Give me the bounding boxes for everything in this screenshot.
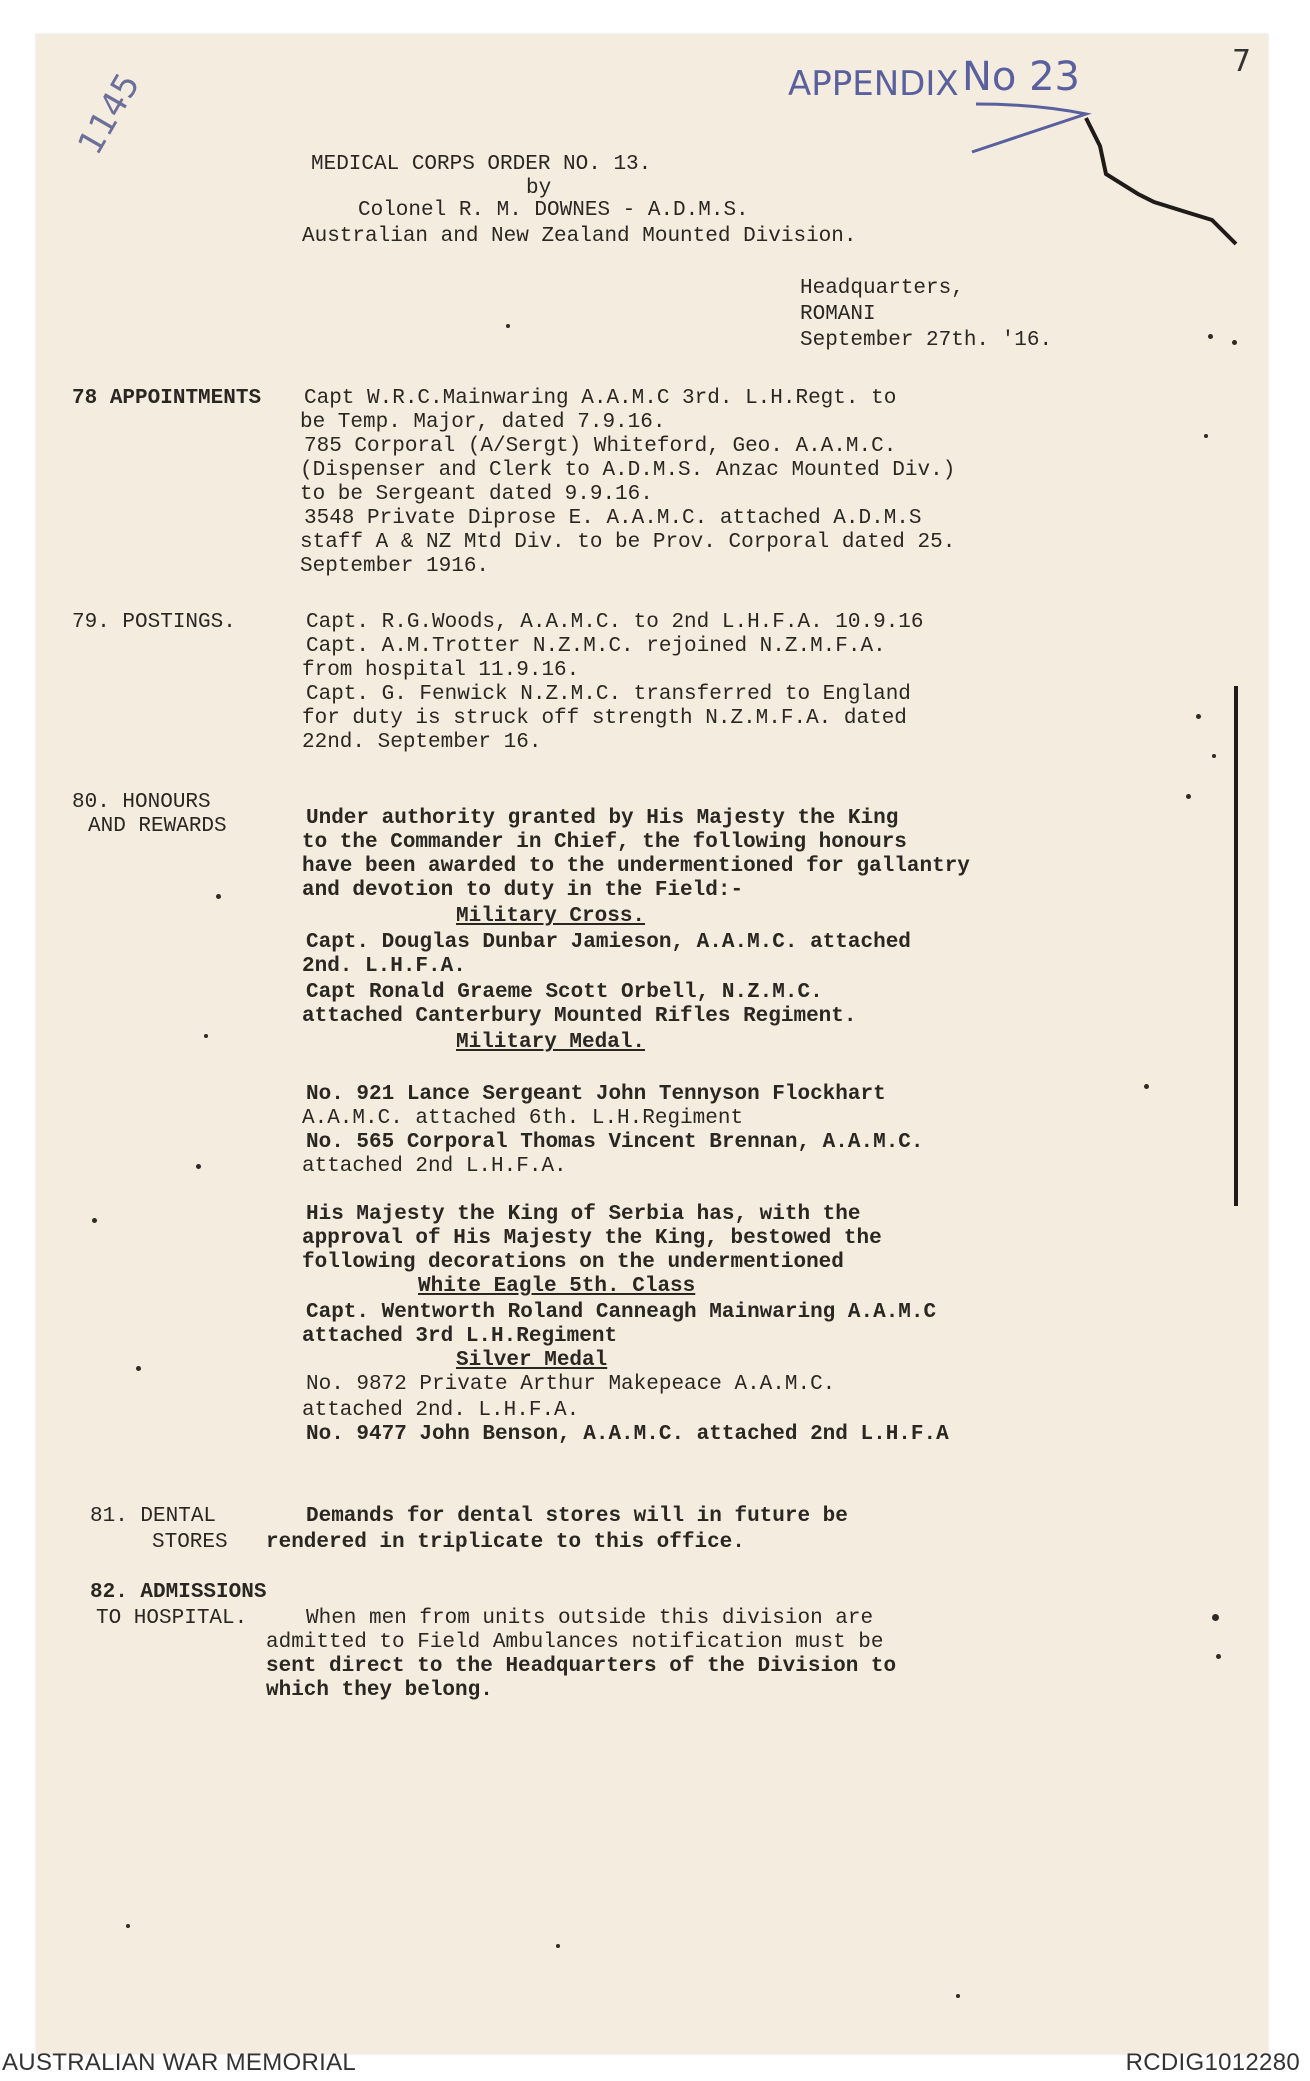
ink-speck xyxy=(92,1218,97,1223)
text-line: 785 Corporal (A/Sergt) Whiteford, Geo. A.A.M.C. xyxy=(304,435,897,458)
right-edge-mark xyxy=(1234,686,1238,1206)
text-line: A.A.M.C. attached 6th. L.H.Regiment xyxy=(302,1107,744,1130)
text-line: No. 921 Lance Sergeant John Tennyson Flockhart xyxy=(306,1083,886,1106)
text-line: When men from units outside this division are xyxy=(306,1607,874,1630)
text-line: which they belong. xyxy=(266,1679,493,1702)
text-line: No. 9477 John Benson, A.A.M.C. attached 2nd L.H.F.A xyxy=(306,1423,949,1446)
section-80-label: 80. HONOURS xyxy=(72,791,211,814)
text-line: 2nd. L.H.F.A. xyxy=(302,955,466,978)
text-line: (Dispenser and Clerk to A.D.M.S. Anzac Mounted Div.) xyxy=(300,459,956,482)
ink-speck xyxy=(956,1994,960,1998)
section-79-label: 79. POSTINGS. xyxy=(72,611,236,634)
text-line: Capt. Wentworth Roland Canneagh Mainwaring A.A.M.C xyxy=(306,1301,937,1324)
text-line: have been awarded to the undermentioned for gallantry xyxy=(302,855,970,878)
text-line: No. 565 Corporal Thomas Vincent Brennan, A.A.M.C. xyxy=(306,1131,924,1154)
section-82-label-line-2: TO HOSPITAL. xyxy=(96,1607,248,1630)
text-line: to be Sergeant dated 9.9.16. xyxy=(300,483,653,506)
order-author: Colonel R. M. DOWNES - A.D.M.S. xyxy=(358,199,749,222)
footer-identifier: RCDIG1012280 xyxy=(1125,2049,1300,2076)
text-line: following decorations on the undermentioned xyxy=(302,1251,844,1274)
order-division: Australian and New Zealand Mounted Division. xyxy=(302,225,857,248)
heading-silver-medal: Silver Medal xyxy=(456,1349,608,1372)
ink-speck xyxy=(196,1164,201,1169)
text-line: Capt. G. Fenwick N.Z.M.C. transferred to England xyxy=(306,683,911,706)
document-page xyxy=(36,34,1268,2054)
folio-number-handwritten: 1145 xyxy=(70,66,149,162)
text-line: Capt. A.M.Trotter N.Z.M.C. rejoined N.Z.M.F.A. xyxy=(306,635,886,658)
location-headquarters: Headquarters, xyxy=(800,277,964,300)
ink-speck xyxy=(1212,1614,1219,1621)
text-line: His Majesty the King of Serbia has, with the xyxy=(306,1203,861,1226)
text-line: staff A & NZ Mtd Div. to be Prov. Corporal dated 25. xyxy=(300,531,956,554)
ink-speck xyxy=(506,324,510,328)
section-80-label-line-2: AND REWARDS xyxy=(88,815,227,838)
order-date: September 27th. '16. xyxy=(800,329,1053,352)
text-line: rendered in triplicate to this office. xyxy=(266,1531,745,1554)
text-line: Capt W.R.C.Mainwaring A.A.M.C 3rd. L.H.Regt. to xyxy=(304,387,897,410)
text-line: 3548 Private Diprose E. A.A.M.C. attached A.D.M.S xyxy=(304,507,922,530)
text-line: 22nd. September 16. xyxy=(302,731,542,754)
text-line: to the Commander in Chief, the following honours xyxy=(302,831,907,854)
ink-speck xyxy=(1232,340,1237,345)
section-78-label: 78 APPOINTMENTS xyxy=(72,387,262,410)
ink-speck xyxy=(1144,1084,1149,1089)
text-line: for duty is struck off strength N.Z.M.F.A. dated xyxy=(302,707,907,730)
text-line: Capt. Douglas Dunbar Jamieson, A.A.M.C. attached xyxy=(306,931,911,954)
text-line: attached Canterbury Mounted Rifles Regiment. xyxy=(302,1005,857,1028)
text-line: Under authority granted by His Majesty the King xyxy=(306,807,899,830)
heading-military-medal: Military Medal. xyxy=(456,1031,646,1054)
text-line: attached 3rd L.H.Regiment xyxy=(302,1325,618,1348)
ink-speck xyxy=(216,894,221,899)
ink-speck xyxy=(556,1944,560,1948)
footer-institution: AUSTRALIAN WAR MEMORIAL xyxy=(2,2049,357,2076)
text-line: from hospital 11.9.16. xyxy=(302,659,580,682)
section-81-label-line-2: STORES xyxy=(152,1531,228,1554)
ink-speck xyxy=(1186,794,1191,799)
text-line: attached 2nd L.H.F.A. xyxy=(302,1155,567,1178)
text-line: Demands for dental stores will in future be xyxy=(306,1505,848,1528)
ink-speck xyxy=(1212,754,1216,758)
text-line: sent direct to the Headquarters of the Division to xyxy=(266,1655,897,1678)
text-line: Capt Ronald Graeme Scott Orbell, N.Z.M.C. xyxy=(306,981,823,1004)
page-number-handwritten: 7 xyxy=(1232,44,1252,79)
text-line: admitted to Field Ambulances notification must be xyxy=(266,1631,884,1654)
ink-speck xyxy=(126,1924,130,1928)
location-place: ROMANI xyxy=(800,303,876,326)
order-by: by xyxy=(526,177,552,200)
ink-speck xyxy=(204,1034,208,1038)
appendix-number-handwritten: No 23 xyxy=(962,54,1081,100)
text-line: September 1916. xyxy=(300,555,490,578)
handwritten-strokes xyxy=(36,34,1268,334)
section-82-label: 82. ADMISSIONS xyxy=(90,1581,267,1604)
ink-speck xyxy=(1204,434,1208,438)
text-line: No. 9872 Private Arthur Makepeace A.A.M.C. xyxy=(306,1373,836,1396)
text-line: Capt. R.G.Woods, A.A.M.C. to 2nd L.H.F.A. 10.9.16 xyxy=(306,611,924,634)
text-line: attached 2nd. L.H.F.A. xyxy=(302,1399,580,1422)
appendix-handwritten: APPENDIX xyxy=(788,64,959,104)
ink-speck xyxy=(1196,714,1201,719)
ink-speck xyxy=(1216,1654,1221,1659)
text-line: and devotion to duty in the Field:- xyxy=(302,879,744,902)
heading-military-cross: Military Cross. xyxy=(456,905,646,928)
text-line: be Temp. Major, dated 7.9.16. xyxy=(300,411,666,434)
text-line: approval of His Majesty the King, bestowed the xyxy=(302,1227,882,1250)
ink-speck xyxy=(1208,334,1213,339)
ink-speck xyxy=(136,1366,141,1371)
heading-white-eagle: White Eagle 5th. Class xyxy=(418,1275,696,1298)
order-title: MEDICAL CORPS ORDER NO. 13. xyxy=(311,153,652,176)
section-81-label: 81. DENTAL xyxy=(90,1505,217,1528)
